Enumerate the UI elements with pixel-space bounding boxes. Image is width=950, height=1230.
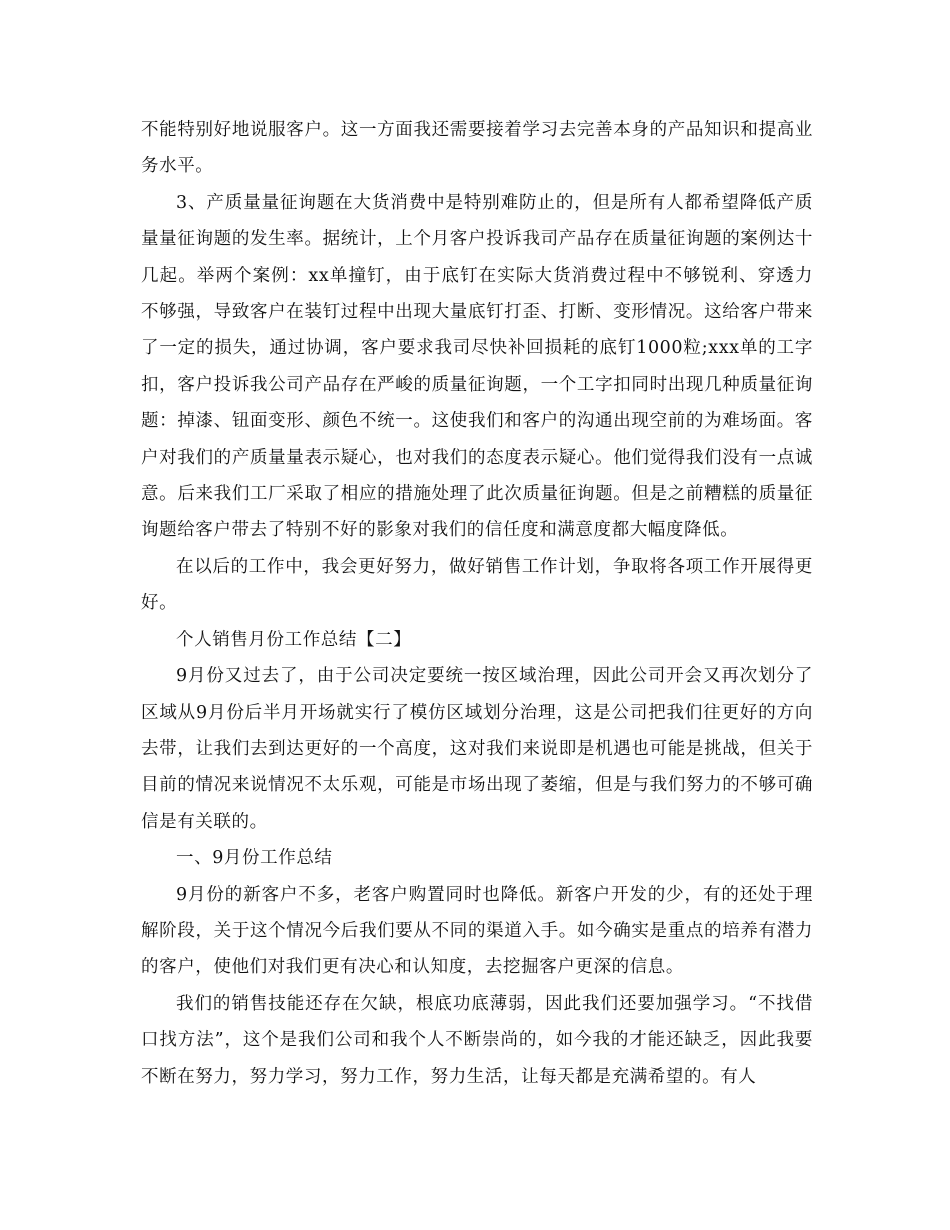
paragraph-6: 我们的销售技能还存在欠缺，根底功底薄弱，因此我们还要加强学习。“不找借口找方法”，这个是我们公司和我个人不断崇尚的，如今我的才能还缺乏，因此我要不断在努力，努力学习，努力工作，努力生活，让每天都是充满希望的。有人 — [141, 993, 813, 1087]
document-body — [141, 112, 813, 1095]
paragraph-4: 9月份又过去了，由于公司决定要统一按区域治理，因此公司开会又再次划分了区域从9月份后半月开场就实行了模仿区域划分治理，这是公司把我们往更好的方向去带，让我们去到达更好的一个高度，这对我们来说即是机遇也可能是挑战，但关于目前的情况来说情况不太乐观，可能是市场出现了萎缩，但是与我们努力的不够可确信是有关联的。 — [141, 666, 813, 832]
paragraph-3: 在以后的工作中，我会更好努力，做好销售工作计划，争取将各项工作开展得更好。 — [141, 556, 813, 614]
paragraph-2: 3、产质量量征询题在大货消费中是特别难防止的，但是所有人都希望降低产质量量征询题的发生率。据统计，上个月客户投诉我司产品存在质量征询题的案例达十几起。举两个案例：xx单撞钉，由于底钉在实际大货消费过程中不够锐利、穿透力不够强，导致客户在装钉过程中出现大量底钉打歪、打断、变形情况。这给客户带来了一定的损失，通过协调，客户要求我司尽快补回损耗的底钉1000粒;xxx单的工字扣，客户投诉我公司产品存在严峻的质量征询题，一个工字扣同时出现几种质量征询题：掉漆、钮面变形、颜色不统一。这使我们和客户的沟通出现空前的为难场面。客户对我们的产质量量表示疑心，也对我们的态度表示疑心。他们觉得我们没有一点诚意。后来我们工厂采取了相应的措施处理了此次质量征询题。但是之前糟糕的质量征询题给客户带去了特别不好的影象对我们的信任度和满意度都大幅度降低。 — [141, 192, 813, 541]
section-heading-2: 个人销售月份工作总结【二】 — [176, 629, 412, 650]
subsection-heading-1: 一、9月份工作总结 — [176, 848, 333, 869]
paragraph-5: 9月份的新客户不多，老客户购置同时也降低。新客户开发的少，有的还处于理解阶段，关于这个情况今后我们要从不同的渠道入手。如今确实是重点的培养有潜力的客户，使他们对我们更有决心和认知度，去挖掘客户更深的信息。 — [141, 884, 813, 978]
paragraph-1: 不能特别好地说服客户。这一方面我还需要接着学习去完善本身的产品知识和提高业务水平。 — [141, 120, 813, 177]
